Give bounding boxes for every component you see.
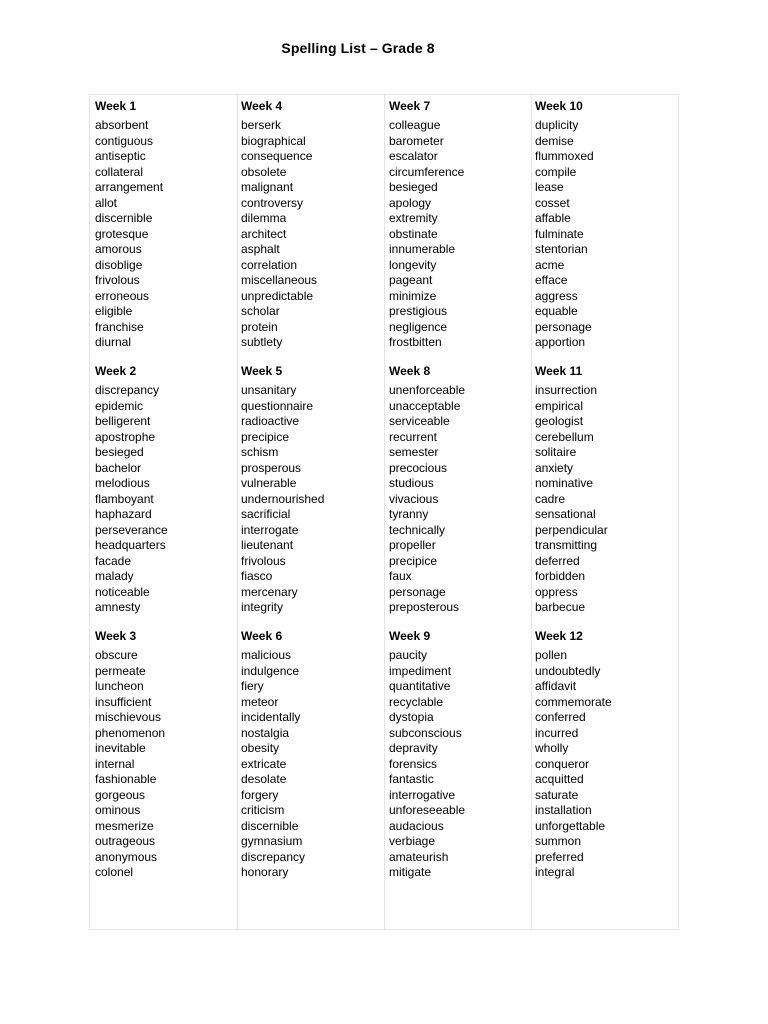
word-item: verbiage: [389, 834, 436, 848]
week-11-block: [535, 361, 675, 616]
word-item: obstinate: [389, 226, 438, 241]
word-item: impediment: [389, 663, 452, 678]
word-item: insufficient: [95, 694, 152, 709]
word-item: permeate: [95, 663, 146, 678]
word-list: [389, 648, 529, 881]
word-item: incurred: [535, 725, 579, 740]
word-list: [95, 118, 235, 351]
word-item: erroneous: [95, 288, 150, 303]
word-item: depravity: [389, 741, 438, 755]
word-item: prestigious: [389, 304, 448, 318]
word-item: colonel: [95, 865, 134, 879]
word-item: technically: [389, 522, 446, 537]
word-item: amateurish: [389, 849, 449, 864]
word-item: criticism: [241, 803, 285, 817]
word-item: audacious: [389, 818, 444, 833]
word-item: conferred: [535, 710, 586, 724]
word-item: lieutenant: [241, 538, 294, 552]
word-item: apology: [389, 195, 432, 210]
word-item: fashionable: [95, 772, 157, 786]
word-item: diurnal: [95, 335, 132, 349]
week-6-block: [241, 626, 381, 881]
word-item: conqueror: [535, 756, 590, 771]
column-divider: [384, 95, 385, 929]
word-item: biographical: [241, 133, 306, 148]
week-title: Week 2: [95, 364, 137, 378]
word-item: radioactive: [241, 414, 300, 428]
word-item: transmitting: [535, 538, 598, 552]
word-item: serviceable: [389, 414, 450, 428]
word-list: [95, 383, 235, 616]
word-item: contiguous: [95, 133, 154, 148]
week-title: Week 3: [95, 629, 137, 643]
word-item: forbidden: [535, 569, 586, 583]
word-item: noticeable: [95, 584, 150, 599]
word-item: solitaire: [535, 445, 577, 459]
word-item: efface: [535, 273, 568, 287]
word-item: facade: [95, 553, 132, 568]
word-item: indulgence: [241, 663, 300, 678]
word-item: consequence: [241, 149, 313, 163]
word-item: equable: [535, 304, 578, 318]
word-item: subtlety: [241, 335, 283, 349]
word-item: pollen: [535, 648, 568, 662]
word-item: extricate: [241, 756, 287, 771]
word-item: unpredictable: [241, 288, 314, 303]
word-item: integral: [535, 865, 575, 879]
word-item: discernible: [241, 818, 299, 833]
word-item: minimize: [389, 288, 437, 303]
week-title: Week 7: [389, 99, 431, 113]
word-item: wholly: [535, 741, 569, 755]
word-item: headquarters: [95, 538, 166, 552]
word-item: preferred: [535, 849, 584, 864]
word-item: unsanitary: [241, 383, 297, 397]
word-item: ominous: [95, 803, 141, 817]
word-item: circumference: [389, 164, 465, 179]
week-title: Week 1: [95, 99, 137, 113]
word-item: perseverance: [95, 522, 168, 537]
week-title: Week 10: [535, 99, 583, 113]
word-item: discernible: [95, 211, 153, 225]
word-item: malicious: [241, 648, 292, 662]
word-item: gymnasium: [241, 834, 303, 848]
word-item: negligence: [389, 319, 448, 334]
word-item: demise: [535, 133, 574, 148]
word-item: affidavit: [535, 679, 577, 693]
word-list: [241, 648, 381, 881]
word-item: fiery: [241, 679, 264, 693]
word-item: mercenary: [241, 584, 298, 599]
word-item: studious: [389, 476, 434, 490]
word-item: franchise: [95, 319, 144, 334]
word-item: paucity: [389, 648, 428, 662]
word-item: internal: [95, 756, 135, 771]
word-item: schism: [241, 445, 279, 459]
word-item: mitigate: [389, 865, 432, 879]
week-8-block: [389, 361, 529, 616]
word-item: fantastic: [389, 772, 434, 786]
word-item: melodious: [95, 476, 150, 490]
word-item: miscellaneous: [241, 273, 318, 287]
word-item: asphalt: [241, 242, 280, 256]
week-4-block: [241, 96, 381, 351]
word-item: deferred: [535, 553, 580, 568]
word-list: [389, 118, 529, 351]
word-item: stentorian: [535, 242, 588, 256]
word-item: geologist: [535, 414, 584, 428]
word-item: mesmerize: [95, 818, 154, 833]
word-item: barbecue: [535, 600, 586, 614]
word-item: controversy: [241, 195, 304, 210]
word-item: precipice: [241, 429, 290, 444]
word-item: arrangement: [95, 180, 164, 194]
word-item: subconscious: [389, 725, 462, 740]
word-item: affable: [535, 211, 571, 225]
word-item: desolate: [241, 772, 287, 786]
word-item: malady: [95, 569, 134, 583]
word-item: antiseptic: [95, 149, 146, 163]
word-item: absorbent: [95, 118, 149, 132]
word-item: architect: [241, 226, 287, 241]
word-item: quantitative: [389, 679, 451, 693]
word-item: allot: [95, 195, 118, 210]
word-item: personage: [389, 584, 446, 599]
word-list: [535, 648, 675, 881]
word-item: berserk: [241, 118, 282, 132]
word-item: commemorate: [535, 694, 612, 709]
word-item: frostbitten: [389, 335, 442, 349]
week-2-block: [95, 361, 235, 616]
word-item: vivacious: [389, 491, 439, 506]
word-item: mischievous: [95, 710, 162, 724]
word-item: recyclable: [389, 694, 444, 709]
word-item: precipice: [389, 553, 438, 568]
word-item: pageant: [389, 273, 433, 287]
word-item: oppress: [535, 584, 578, 599]
word-item: duplicity: [535, 118, 579, 132]
word-item: haphazard: [95, 507, 152, 521]
word-item: cadre: [535, 491, 566, 506]
word-item: amorous: [95, 242, 142, 256]
word-item: frivolous: [241, 553, 286, 568]
word-item: lease: [535, 180, 564, 194]
word-item: obesity: [241, 741, 280, 755]
word-item: collateral: [95, 164, 144, 179]
word-item: scholar: [241, 304, 280, 318]
word-item: sensational: [535, 507, 596, 521]
word-item: integrity: [241, 600, 284, 614]
word-item: nominative: [535, 476, 594, 490]
word-item: cerebellum: [535, 429, 594, 444]
word-item: forgery: [241, 787, 279, 802]
word-item: amnesty: [95, 600, 141, 614]
word-item: forensics: [389, 756, 438, 771]
word-item: undernourished: [241, 491, 325, 506]
word-item: barometer: [389, 133, 444, 148]
word-item: unforeseeable: [389, 803, 466, 817]
word-item: questionnaire: [241, 398, 314, 413]
word-item: precocious: [389, 460, 448, 475]
word-item: apportion: [535, 335, 586, 349]
word-item: bachelor: [95, 460, 142, 475]
word-item: interrogative: [389, 787, 456, 802]
word-item: undoubtedly: [535, 663, 601, 678]
word-item: obsolete: [241, 164, 287, 179]
word-item: gorgeous: [95, 787, 146, 802]
word-item: besieged: [95, 445, 144, 459]
word-item: eligible: [95, 304, 133, 318]
word-item: acme: [535, 257, 565, 272]
word-item: flamboyant: [95, 491, 154, 506]
word-item: nostalgia: [241, 725, 290, 740]
word-item: preposterous: [389, 600, 460, 614]
week-3-block: [95, 626, 235, 881]
word-list: [95, 648, 235, 881]
word-item: insurrection: [535, 383, 598, 397]
word-item: personage: [535, 319, 592, 334]
word-item: faux: [389, 569, 412, 583]
week-title: Week 11: [535, 364, 583, 378]
week-7-block: [389, 96, 529, 351]
word-item: interrogate: [241, 522, 299, 537]
word-item: colleague: [389, 118, 441, 132]
word-item: installation: [535, 803, 592, 817]
word-item: prosperous: [241, 460, 302, 475]
word-item: anxiety: [535, 460, 574, 475]
word-item: besieged: [389, 180, 438, 194]
word-item: dilemma: [241, 211, 287, 225]
word-item: honorary: [241, 865, 289, 879]
word-item: unacceptable: [389, 398, 461, 413]
word-item: dystopia: [389, 710, 434, 724]
word-item: empirical: [535, 398, 584, 413]
word-item: acquitted: [535, 772, 584, 786]
word-item: perpendicular: [535, 522, 608, 537]
word-item: discrepancy: [95, 383, 160, 397]
word-item: malignant: [241, 180, 294, 194]
word-item: discrepancy: [241, 849, 306, 864]
word-list: [535, 383, 675, 616]
word-item: protein: [241, 319, 278, 334]
column-divider: [237, 95, 238, 929]
word-item: summon: [535, 834, 582, 848]
page-title: Spelling List – Grade 8: [281, 40, 435, 56]
word-item: anonymous: [95, 849, 158, 864]
word-item: semester: [389, 445, 439, 459]
week-9-block: [389, 626, 529, 881]
week-5-block: [241, 361, 381, 616]
word-item: obscure: [95, 648, 138, 662]
word-item: correlation: [241, 257, 298, 272]
word-item: frivolous: [95, 273, 140, 287]
word-item: grotesque: [95, 226, 149, 241]
word-item: propeller: [389, 538, 436, 552]
word-item: phenomenon: [95, 725, 166, 740]
week-title: Week 12: [535, 629, 583, 643]
word-list: [241, 383, 381, 616]
word-item: apostrophe: [95, 429, 156, 444]
word-item: recurrent: [389, 429, 438, 444]
word-item: compile: [535, 164, 577, 179]
word-item: longevity: [389, 257, 437, 272]
week-title: Week 8: [389, 364, 431, 378]
word-item: sacrificial: [241, 507, 291, 521]
word-item: inevitable: [95, 741, 146, 755]
week-12-block: [535, 626, 675, 881]
word-item: meteor: [241, 694, 279, 709]
word-item: innumerable: [389, 242, 456, 256]
word-item: unforgettable: [535, 818, 606, 833]
word-item: aggress: [535, 288, 578, 303]
word-item: fulminate: [535, 226, 584, 241]
word-item: saturate: [535, 787, 579, 802]
word-item: outrageous: [95, 834, 156, 848]
word-list: [241, 118, 381, 351]
week-1-block: [95, 96, 235, 351]
word-item: escalator: [389, 149, 438, 163]
word-item: fiasco: [241, 569, 273, 583]
word-item: incidentally: [241, 710, 301, 724]
word-item: disoblige: [95, 257, 143, 272]
word-item: epidemic: [95, 398, 144, 413]
week-10-block: [535, 96, 675, 351]
word-item: belligerent: [95, 414, 151, 428]
week-title: Week 4: [241, 99, 283, 113]
word-item: flummoxed: [535, 149, 594, 163]
word-list: [535, 118, 675, 351]
word-item: extremity: [389, 211, 438, 225]
word-item: vulnerable: [241, 476, 297, 490]
week-title: Week 6: [241, 629, 283, 643]
week-title: Week 9: [389, 629, 431, 643]
word-item: luncheon: [95, 679, 144, 693]
word-item: tyranny: [389, 507, 429, 521]
word-item: unenforceable: [389, 383, 466, 397]
word-list: [389, 383, 529, 616]
week-title: Week 5: [241, 364, 283, 378]
column-divider: [531, 95, 532, 929]
word-item: cosset: [535, 195, 570, 210]
